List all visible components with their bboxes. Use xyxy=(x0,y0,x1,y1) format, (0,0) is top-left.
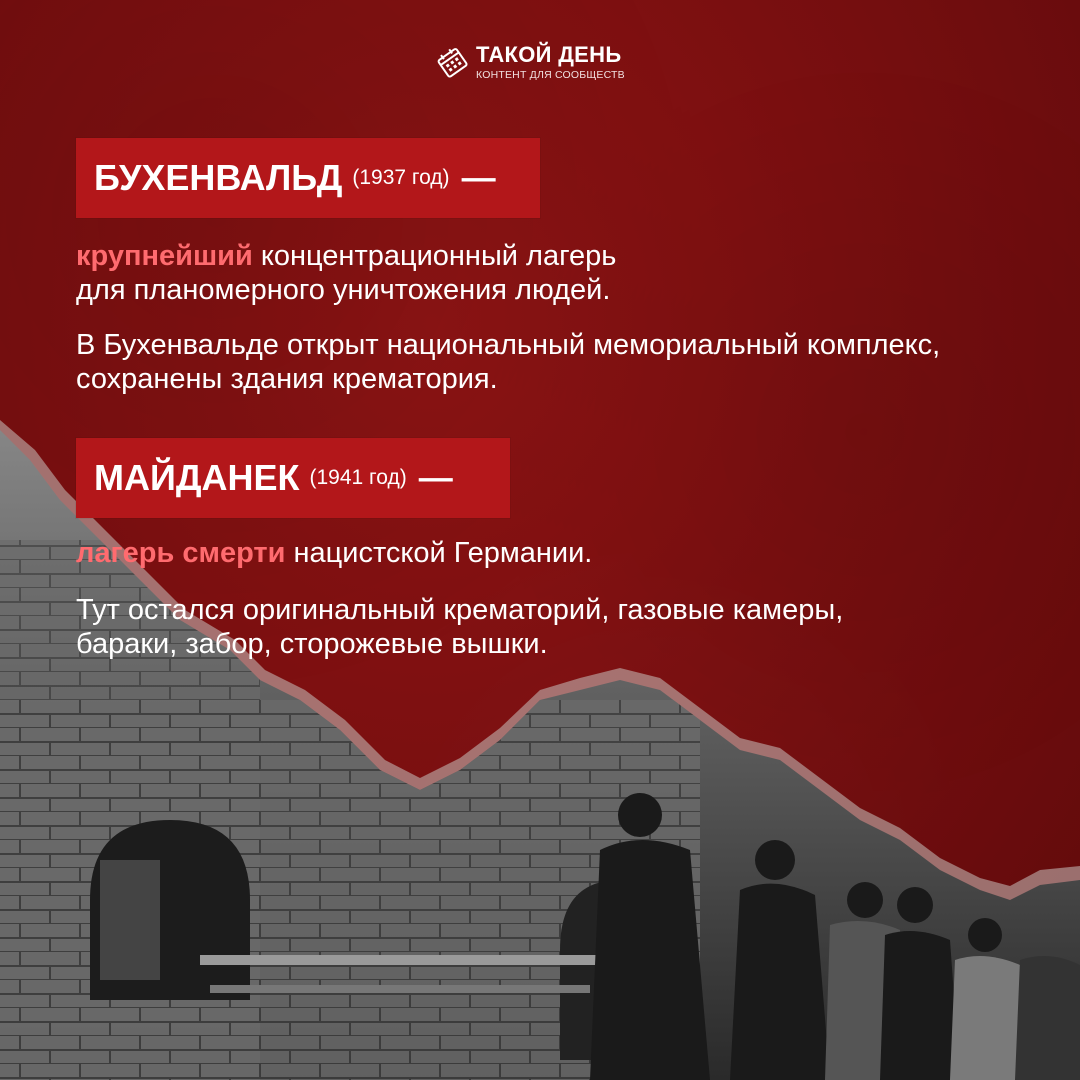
line-rest: нацистской Германии. xyxy=(285,537,593,569)
heading-dash: — xyxy=(461,158,496,197)
heading-dash: — xyxy=(418,458,453,497)
majdanek-description xyxy=(76,536,1016,570)
line2: для планомерного уничтожения людей. xyxy=(76,274,611,306)
accent-word: крупнейший xyxy=(76,240,253,272)
majdanek-heading xyxy=(76,438,510,518)
brand-name: ТАКОЙ ДЕНЬ xyxy=(476,41,622,67)
heading-title: МАЙДАНЕК xyxy=(94,457,300,498)
heading-year: (1937 год) xyxy=(352,166,450,189)
heading-year: (1941 год) xyxy=(309,466,407,489)
buchenwald-heading xyxy=(76,138,540,218)
heading-title: БУХЕНВАЛЬД xyxy=(94,157,343,198)
line1-rest: концентрационный лагерь xyxy=(252,240,617,272)
buchenwald-paragraph: В Бухенвальде открыт национальный мемориальный комплекс, сохранены здания крематория. xyxy=(76,329,941,395)
buchenwald-description xyxy=(76,239,1016,307)
brand-subtitle: КОНТЕНТ ДЛЯ СООБЩЕСТВ xyxy=(476,68,625,81)
accent-word: лагерь смерти xyxy=(76,537,286,569)
calendar-icon xyxy=(436,46,468,78)
majdanek-paragraph: Тут остался оригинальный крематорий, газовые камеры, бараки, забор, сторожевые вышки. xyxy=(76,594,844,660)
brand-logo xyxy=(436,40,625,84)
